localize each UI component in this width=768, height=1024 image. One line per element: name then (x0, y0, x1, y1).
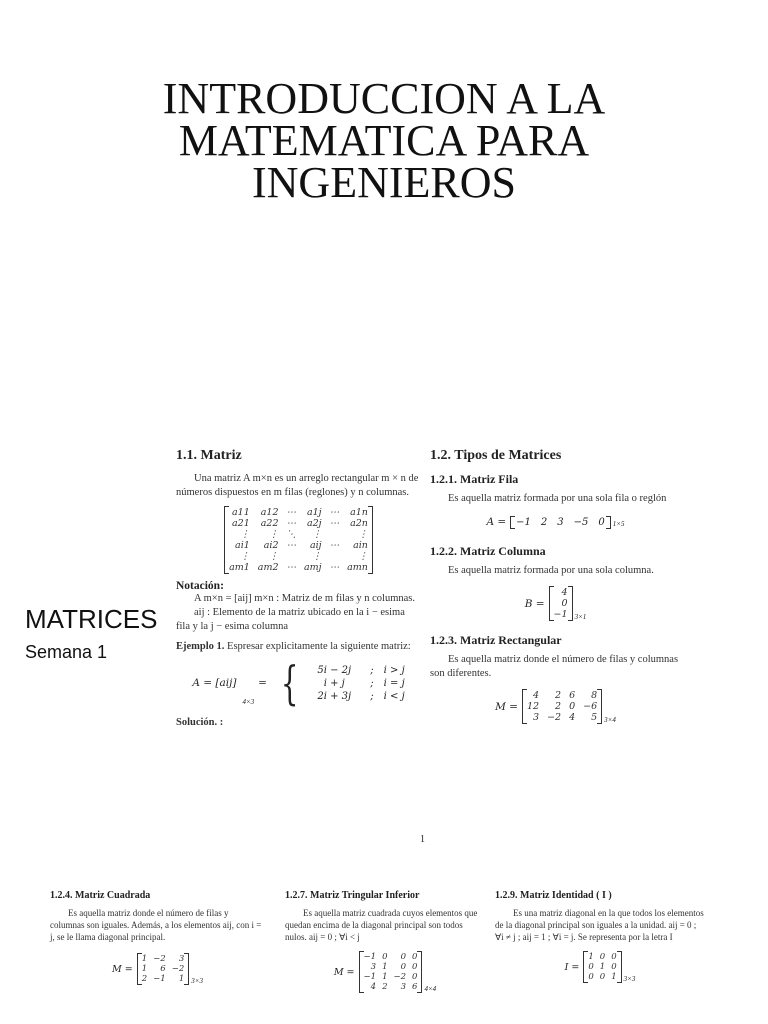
matrix-cell: ⋯ (329, 507, 340, 518)
brace-icon: { (280, 656, 299, 710)
matrix-cell: ⋮ (269, 551, 279, 562)
matrix-cell: 6 (569, 690, 576, 701)
matrix-cell: a22 (260, 518, 279, 529)
matrix-cell: ⋯ (286, 540, 296, 551)
matrix-cell: 0 (412, 952, 418, 962)
matrix-cell: 4 (370, 982, 377, 992)
slide-title-line-1: INTRODUCCION A LA (162, 74, 606, 123)
example-sub: 4×3 (242, 698, 255, 706)
vector-entry: −1 (516, 516, 531, 528)
matrix-cell: 0 (382, 952, 388, 962)
matrix-cell: ai1 (235, 540, 250, 551)
heading-identidad: 1.2.9. Matriz Identidad ( I ) (495, 890, 612, 901)
matrix-cell: 0 (611, 962, 617, 972)
case-expression: 2i + 3j (317, 690, 352, 702)
triangular-matrix (359, 951, 423, 993)
heading-rectangular: 1.2.3. Matriz Rectangular (430, 633, 562, 647)
matrix-cell: 1 (141, 964, 148, 974)
case-row (308, 690, 404, 703)
case-condition: i < j (383, 690, 405, 702)
matrix-cell: 4 (569, 712, 576, 723)
matrix-cell: a11 (232, 507, 250, 518)
notation-line-1: A m×n = [aij] m×n : Matriz de m filas y n columnas. (194, 593, 416, 604)
matrix-cell: amn (347, 562, 368, 573)
identidad-matrix (583, 951, 621, 983)
triangular-lhs: M = (333, 966, 355, 978)
document-excerpt-triangular (285, 890, 485, 999)
slide-title (0, 74, 768, 207)
matrix-cell: ⋯ (286, 507, 296, 518)
matrix-cell: 1 (382, 972, 388, 982)
identidad-sub: 3×3 (623, 975, 636, 983)
matrix-cell: −2 (393, 972, 407, 982)
general-matrix (224, 506, 373, 574)
matrix-cell: amj (304, 562, 322, 573)
doc-column-right (430, 448, 681, 732)
vector-entry: 0 (598, 516, 605, 528)
matrix-cell: 0 (588, 962, 594, 972)
matrix-cell: 0 (412, 962, 418, 972)
matrix-cell: −1 (553, 609, 568, 620)
general-matrix-row (176, 506, 421, 574)
matrix-cell: ⋮ (358, 551, 368, 562)
section-title: MATRICES (25, 604, 158, 634)
piecewise-cases (308, 664, 404, 703)
matrix-cell: −1 (363, 952, 377, 962)
columna-text: Es aquella matriz formada por una sola columna. (448, 565, 654, 576)
rectangular-text: Es aquella matriz donde el número de filas y columnas son diferentes. (430, 654, 679, 679)
cuadrada-text: Es aquella matriz donde el número de filas y columnas son iguales. Además, a los elementos aij, con i = j, se le llama diagonal principal. (50, 908, 262, 942)
notation-line-2: aij : Elemento de la matriz ubicado en la i − esima fila y la j − esima columna (176, 607, 405, 632)
matrix-cell: 2 (382, 982, 388, 992)
matrix-cell: a2j (306, 518, 322, 529)
matrix-cell: 5 (591, 712, 598, 723)
matrix-cell: −2 (171, 964, 185, 974)
matrix-cell: 0 (569, 701, 576, 712)
matrix-cell (330, 529, 340, 540)
doc-column-left (176, 448, 421, 730)
matrix-cell: 2 (555, 690, 562, 701)
heading-triangular: 1.2.7. Matriz Tringular Inferior (285, 890, 420, 901)
matrix-cell: ⋮ (358, 529, 368, 540)
matriz-definition: Una matriz A m×n es un arreglo rectangular m × n de números dispuestos en m filas (reglones) y n columnas. (176, 473, 419, 498)
solution-label: Solución. : (176, 717, 224, 728)
fila-equation (430, 516, 681, 528)
matrix-cell: aij (309, 540, 322, 551)
matrix-cell: 0 (599, 952, 606, 962)
case-row (308, 677, 404, 690)
columna-equation (430, 586, 681, 621)
matrix-cell: a1n (350, 507, 368, 518)
matrix-cell: 6 (160, 964, 166, 974)
rectangular-matrix (522, 689, 602, 724)
case-condition: i > j (383, 664, 405, 676)
matrix-cell: 4 (533, 690, 540, 701)
matrix-cell: ⋮ (269, 529, 279, 540)
fila-vector (510, 517, 611, 528)
matrix-cell: am1 (229, 562, 250, 573)
example-heading: Ejemplo 1. (176, 641, 225, 652)
vector-entry: 3 (557, 516, 564, 528)
matrix-cell: −2 (547, 712, 562, 723)
triangular-sub: 4×4 (424, 985, 437, 993)
matrix-cell: ⋱ (286, 529, 296, 540)
matrix-cell: ⋯ (329, 540, 340, 551)
matrix-cell: a21 (232, 518, 250, 529)
rectangular-equation (430, 689, 681, 724)
matrix-cell: −1 (153, 974, 166, 984)
cuadrada-sub: 3×3 (191, 977, 203, 985)
matrix-cell: 4 (561, 587, 568, 598)
document-excerpt-identidad (495, 890, 705, 989)
matrix-cell: 1 (611, 972, 617, 982)
page-number: 1 (420, 834, 425, 845)
matrix-cell: 6 (412, 982, 418, 992)
case-expression: 5i − 2j (317, 664, 352, 676)
slide-title-line-3: INGENIEROS (252, 158, 516, 207)
case-expression: i + j (323, 677, 345, 689)
matrix-cell: 3 (178, 954, 185, 964)
heading-fila: 1.2.1. Matriz Fila (430, 472, 519, 486)
matrix-cell (330, 551, 340, 562)
vector-entry: −5 (573, 516, 589, 528)
case-condition: i = j (383, 677, 405, 689)
matrix-cell: −6 (583, 701, 598, 712)
matrix-cell: ⋮ (240, 529, 250, 540)
triangular-equation (285, 951, 485, 993)
cuadrada-equation (50, 953, 265, 985)
matrix-cell: 0 (400, 952, 407, 962)
matrix-cell: 1 (382, 962, 388, 972)
slide-title-line-2: MATEMATICA PARA (178, 116, 590, 165)
columna-lhs: B = (524, 597, 545, 610)
cuadrada-matrix (137, 953, 189, 985)
section-subtitle: Semana 1 (25, 642, 108, 662)
document-excerpt-main (176, 448, 681, 858)
identidad-equation (495, 951, 705, 983)
columna-sub: 3×1 (574, 613, 587, 621)
matrix-cell: ⋮ (312, 551, 322, 562)
matrix-cell: 0 (561, 598, 568, 609)
case-separator: ; (370, 677, 374, 689)
case-separator: ; (370, 690, 374, 702)
matrix-cell: am2 (257, 562, 279, 573)
identidad-lhs: I = (564, 961, 580, 973)
matrix-cell: 3 (400, 982, 407, 992)
matrix-cell: a1j (306, 507, 322, 518)
matrix-cell: 1 (599, 962, 606, 972)
matrix-cell: 0 (599, 972, 606, 982)
rectangular-lhs: M = (495, 700, 518, 713)
example-lhs: A = [aij] (192, 677, 237, 689)
matrix-cell: ⋯ (286, 562, 296, 573)
fila-sub: 1×5 (612, 520, 625, 528)
cuadrada-lhs: M = (112, 963, 133, 975)
matrix-cell: −1 (363, 972, 377, 982)
matrix-cell: 1 (178, 974, 185, 984)
example-equation: A = [aij] 4×3 = { 5i − 2j ; i > j i + j ; i = j 2i + 3j ; i < j (192, 656, 405, 710)
matrix-cell: ⋯ (329, 518, 340, 529)
matrix-cell: 8 (591, 690, 598, 701)
fila-lhs: A = (486, 516, 507, 528)
heading-matriz: 1.1. Matriz (176, 448, 242, 463)
case-separator: ; (370, 664, 374, 676)
example-text: Espresar explicitamente la siguiente matriz: (227, 641, 411, 652)
document-excerpt-cuadrada (50, 890, 265, 991)
heading-cuadrada: 1.2.4. Matriz Cuadrada (50, 890, 151, 901)
heading-tipos: 1.2. Tipos de Matrices (430, 448, 562, 463)
matrix-cell: 3 (370, 962, 377, 972)
matrix-cell: ai2 (263, 540, 279, 551)
matrix-cell: 1 (588, 952, 594, 962)
case-row (308, 664, 404, 677)
identidad-text: Es una matriz diagonal en la que todos los elementos de la diagonal principal son iguales a la unidad. aij = 0 ; ∀i ≠ j ; aij = 1 ; ∀i = j. Se representa por la letra I (495, 908, 704, 942)
piecewise (271, 656, 405, 710)
matrix-cell (287, 551, 297, 562)
matrix-cell: 0 (400, 962, 407, 972)
vector-entry: 2 (540, 516, 548, 528)
matrix-cell: 0 (412, 972, 418, 982)
heading-columna: 1.2.2. Matriz Columna (430, 544, 546, 558)
matrix-cell: 2 (141, 974, 148, 984)
matrix-cell: 0 (588, 972, 594, 982)
rectangular-sub: 3×4 (604, 716, 616, 724)
matrix-cell: ain (353, 540, 368, 551)
matrix-cell: ⋯ (286, 518, 296, 529)
columna-matrix (549, 586, 573, 621)
matrix-cell: ⋮ (240, 551, 250, 562)
matrix-cell: 0 (611, 952, 617, 962)
example-paragraph (176, 640, 421, 654)
matrix-cell: a2n (350, 518, 368, 529)
matrix-cell: 2 (555, 701, 562, 712)
matrix-cell: −2 (153, 954, 166, 964)
matrix-cell: a12 (260, 507, 279, 518)
notation-heading: Notación: (176, 580, 224, 592)
triangular-text: Es aquella matriz cuadrada cuyos elementos que quedan encima de la diagonal principal son todos nulos. aij = 0 ; ∀i < j (285, 908, 478, 942)
matrix-cell: ⋯ (329, 562, 340, 573)
matrix-cell: 3 (533, 712, 540, 723)
matrix-cell: 12 (526, 701, 540, 712)
matrix-cell: ⋮ (312, 529, 322, 540)
matrix-cell: 1 (141, 954, 148, 964)
fila-text: Es aquella matriz formada por una sola fila o reglón (448, 493, 667, 504)
